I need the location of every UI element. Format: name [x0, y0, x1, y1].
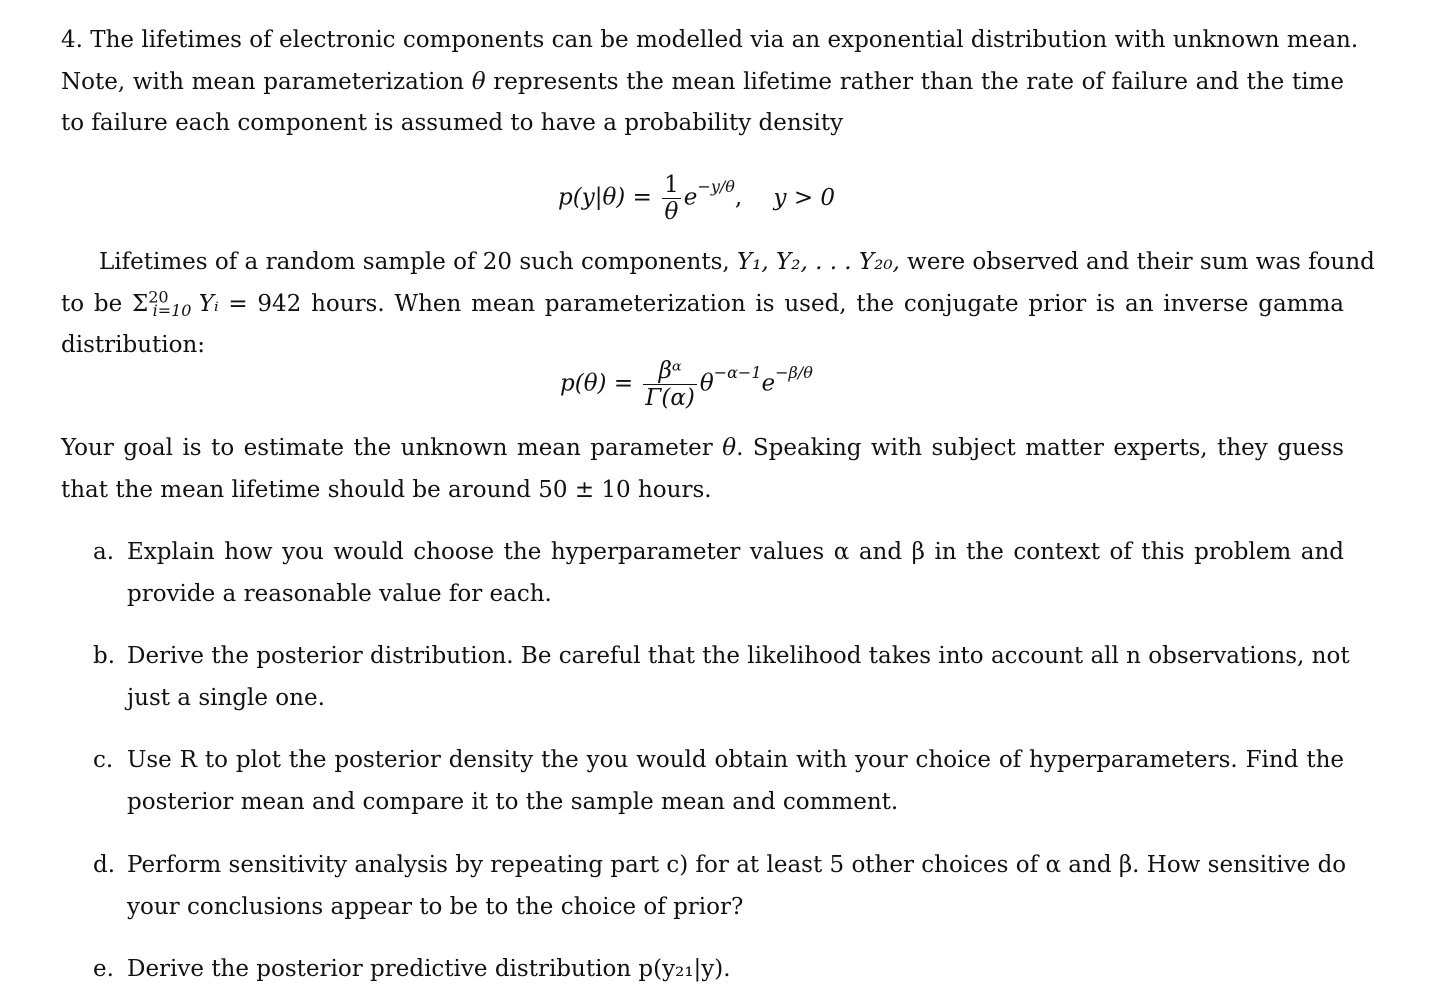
eq2-fraction — [643, 358, 696, 411]
sample-line-2 — [61, 284, 1344, 326]
eq1-lhs: p(y|θ) = — [558, 184, 652, 211]
question-item-d — [93, 845, 1347, 928]
item-label: a. — [93, 539, 115, 565]
goal-line-2: that the mean lifetime should be around 50 ± 10 hours. — [61, 476, 712, 503]
sample-line-2-b: = 942 hours. When mean parameterization is used, the conjugate prior is an inverse gamma — [218, 290, 1345, 317]
eq2-lhs: p(θ) = — [560, 370, 634, 397]
eq1-exponent: −y/θ — [697, 176, 735, 196]
eq2-exp-base: e — [761, 370, 776, 397]
goal-line-1 — [61, 428, 1344, 470]
sum-lower-limit: i=10 — [152, 301, 192, 321]
item-label: d. — [93, 852, 116, 878]
intro-paragraph — [61, 20, 1359, 145]
sample-variables: Y₁, Y₂, . . . Y₂₀, — [737, 249, 900, 275]
theta-symbol: θ — [471, 68, 486, 95]
item-label: c. — [93, 747, 114, 773]
sample-paragraph — [61, 242, 1375, 367]
eq2-exponent: −β/θ — [775, 362, 813, 382]
question-item-e — [93, 949, 1344, 991]
item-e-line-1: Derive the posterior predictive distribution p(y₂₁|y). — [127, 956, 731, 982]
intro-line-3: to failure each component is assumed to have a probability density — [61, 110, 844, 136]
eq2-numerator: βᵅ — [658, 358, 682, 384]
eq2-theta: θ — [699, 370, 714, 397]
item-label: e. — [93, 956, 114, 982]
sample-line-1 — [61, 242, 1375, 284]
eq1-exp-base: e — [683, 184, 698, 211]
question-item-b — [93, 636, 1350, 719]
eq1-fraction — [662, 172, 681, 225]
question-item-a — [93, 532, 1344, 615]
eq2-theta-exponent: −α−1 — [713, 362, 762, 382]
prior-equation — [560, 358, 813, 411]
item-a-line-2: provide a reasonable value for each. — [127, 580, 552, 607]
goal-line-1-a: Your goal is to estimate the unknown mean parameter — [61, 435, 723, 461]
sum-expression — [132, 284, 219, 326]
sample-line-3: distribution: — [61, 332, 206, 358]
eq2-denominator: Γ(α) — [645, 385, 695, 411]
goal-line-1-b: . Speaking with subject matter experts, they guess — [736, 435, 1344, 461]
intro-line-2-a: Note, with mean parameterization — [61, 68, 472, 95]
intro-line-2 — [61, 62, 1344, 104]
item-c-line-1: Use R to plot the posterior density the you would obtain with your choice of hyperparameters. Find the — [127, 747, 1344, 773]
sample-line-2-a: to be — [61, 290, 132, 317]
sample-line-1-a: Lifetimes of a random sample of 20 such components, — [99, 249, 738, 275]
item-c-line-2: posterior mean and compare it to the sample mean and comment. — [127, 788, 899, 815]
goal-paragraph — [61, 428, 1344, 511]
item-d-line-1: Perform sensitivity analysis by repeating part c) for at least 5 other choices of α and β. How sensitive do — [127, 852, 1347, 878]
sample-line-1-b: were observed and their sum was found — [899, 249, 1375, 275]
item-label: b. — [93, 643, 116, 669]
goal-theta: θ — [722, 435, 737, 461]
eq1-condition: y > 0 — [773, 184, 836, 211]
item-d-line-2: your conclusions appear to be to the choice of prior? — [127, 893, 744, 920]
eq1-denominator: θ — [662, 198, 681, 225]
item-b-line-2: just a single one. — [127, 684, 325, 711]
sum-upper-limit: 20 — [148, 286, 169, 306]
eq1-comma: , — [734, 184, 743, 211]
sum-variable: Yᵢ — [198, 290, 219, 317]
sum-symbol: Σ — [131, 290, 149, 317]
item-a-line-1: Explain how you would choose the hyperparameter values α and β in the context of this problem and — [127, 539, 1344, 565]
density-equation — [558, 172, 835, 225]
item-b-line-1: Derive the posterior distribution. Be careful that the likelihood takes into account all n observations, not — [127, 643, 1350, 669]
question-item-c — [93, 740, 1344, 823]
eq1-numerator: 1 — [664, 172, 679, 198]
intro-line-2-b: represents the mean lifetime rather than the rate of failure and the time — [485, 68, 1344, 95]
intro-line-1: 4. The lifetimes of electronic components can be modelled via an exponential distribution with unknown mean. — [61, 27, 1359, 53]
